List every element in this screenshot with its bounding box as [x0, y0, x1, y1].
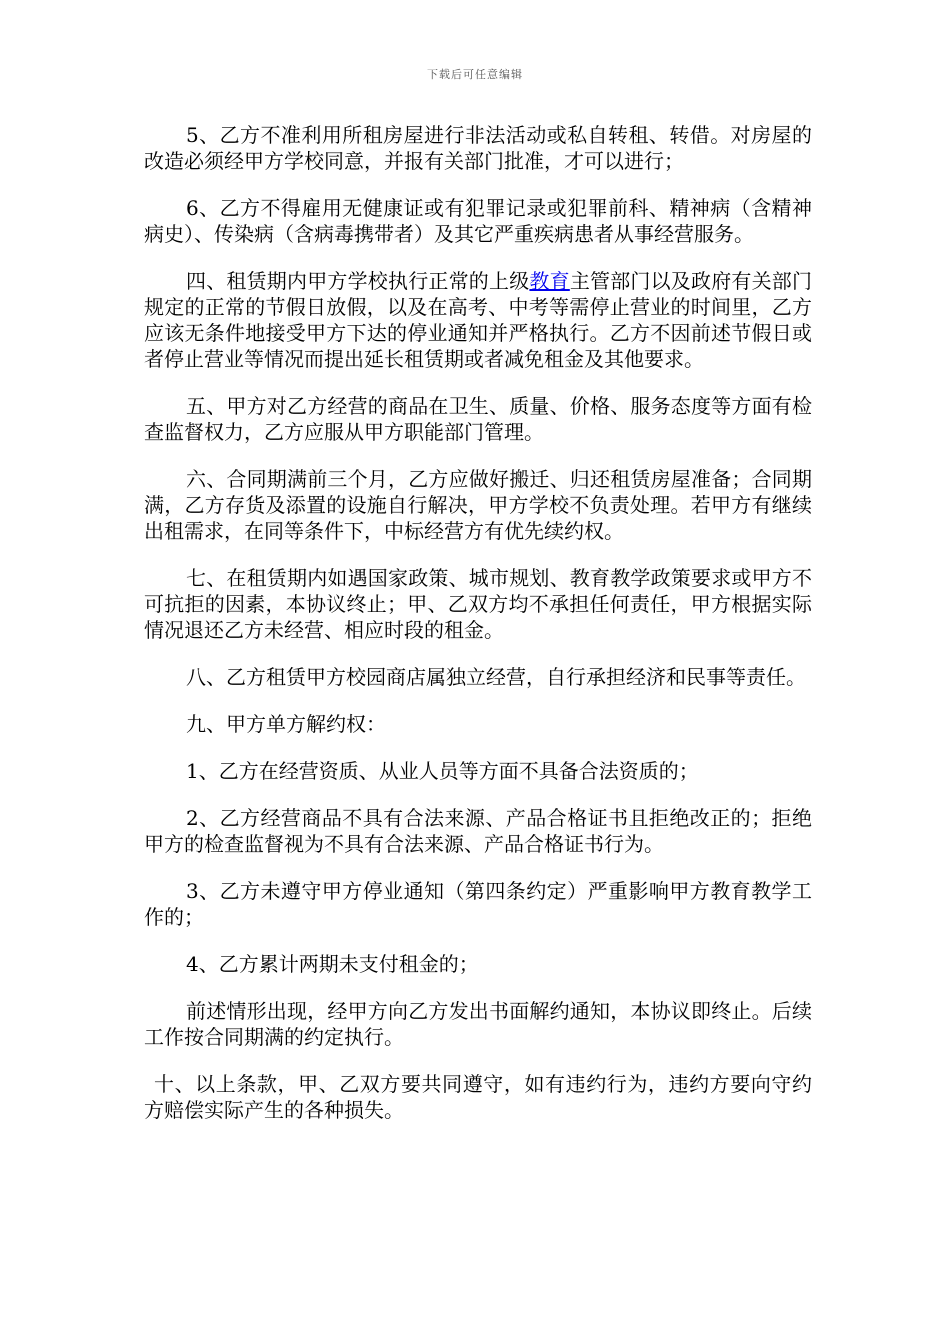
article-8-paragraph: 八、乙方租赁甲方校园商店属独立经营，自行承担经济和民事等责任。 [186, 665, 806, 689]
article-10-paragraph: 十、以上条款，甲、乙双方要共同遵守，如有违约行为，违约方要向守约方赔偿实际产生的各种损失。 [144, 1072, 812, 1122]
article-6-paragraph: 六、合同期满前三个月，乙方应做好搬迁、归还租赁房屋准备；合同期满，乙方存货及添置的设施自行解决，甲方学校不负责处理。若甲方有继续出租需求，在同等条件下，中标经营方有优先续约权。 [144, 467, 812, 543]
education-link[interactable]: 教育 [529, 269, 570, 293]
termination-item-2: 2、乙方经营商品不具有合法来源、产品合格证书且拒绝改正的；拒绝甲方的检查监督视为不具有合法来源、产品合格证书行为。 [144, 806, 812, 856]
article-4-text-before: 四、租赁期内甲方学校执行正常的上级 [186, 269, 530, 293]
termination-item-3: 3、乙方未遵守甲方停业通知（第四条约定）严重影响甲方教育教学工作的； [144, 879, 812, 929]
article-4-text-after: 主管部门以及政府有关部门规定的正常的节假日放假，以及在高考、中考等需停止营业的时间里，乙方应该无条件地接受甲方下达的停业通知并严格执行。乙方不因前述节假日或者停止营业等情况而提出延长租赁期或者减免租金及其他要求。 [144, 269, 813, 371]
header-note: 下载后可任意编辑 [427, 68, 523, 81]
article-7-paragraph: 七、在租赁期内如遇国家政策、城市规划、教育教学政策要求或甲方不可抗拒的因素，本协议终止；甲、乙双方均不承担任何责任，甲方根据实际情况退还乙方未经营、相应时段的租金。 [144, 566, 812, 642]
clause-6-paragraph: 6、乙方不得雇用无健康证或有犯罪记录或犯罪前科、精神病（含精神病史）、传染病（含病毒携带者）及其它严重疾病患者从事经营服务。 [144, 196, 812, 246]
article-5-paragraph: 五、甲方对乙方经营的商品在卫生、质量、价格、服务态度等方面有检查监督权力，乙方应服从甲方职能部门管理。 [144, 394, 812, 444]
clause-5-paragraph: 5、乙方不准利用所租房屋进行非法活动或私自转租、转借。对房屋的改造必须经甲方学校同意，并报有关部门批准，才可以进行； [144, 123, 812, 173]
termination-item-4: 4、乙方累计两期未支付租金的； [186, 952, 479, 976]
article-4-paragraph [144, 268, 812, 372]
termination-item-1: 1、乙方在经营资质、从业人员等方面不具备合法资质的； [186, 759, 699, 783]
termination-notice-paragraph: 前述情形出现，经甲方向乙方发出书面解约通知，本协议即终止。后续工作按合同期满的约定执行。 [144, 999, 812, 1049]
document-body [144, 122, 812, 1144]
article-9-heading: 九、甲方单方解约权： [186, 712, 386, 736]
